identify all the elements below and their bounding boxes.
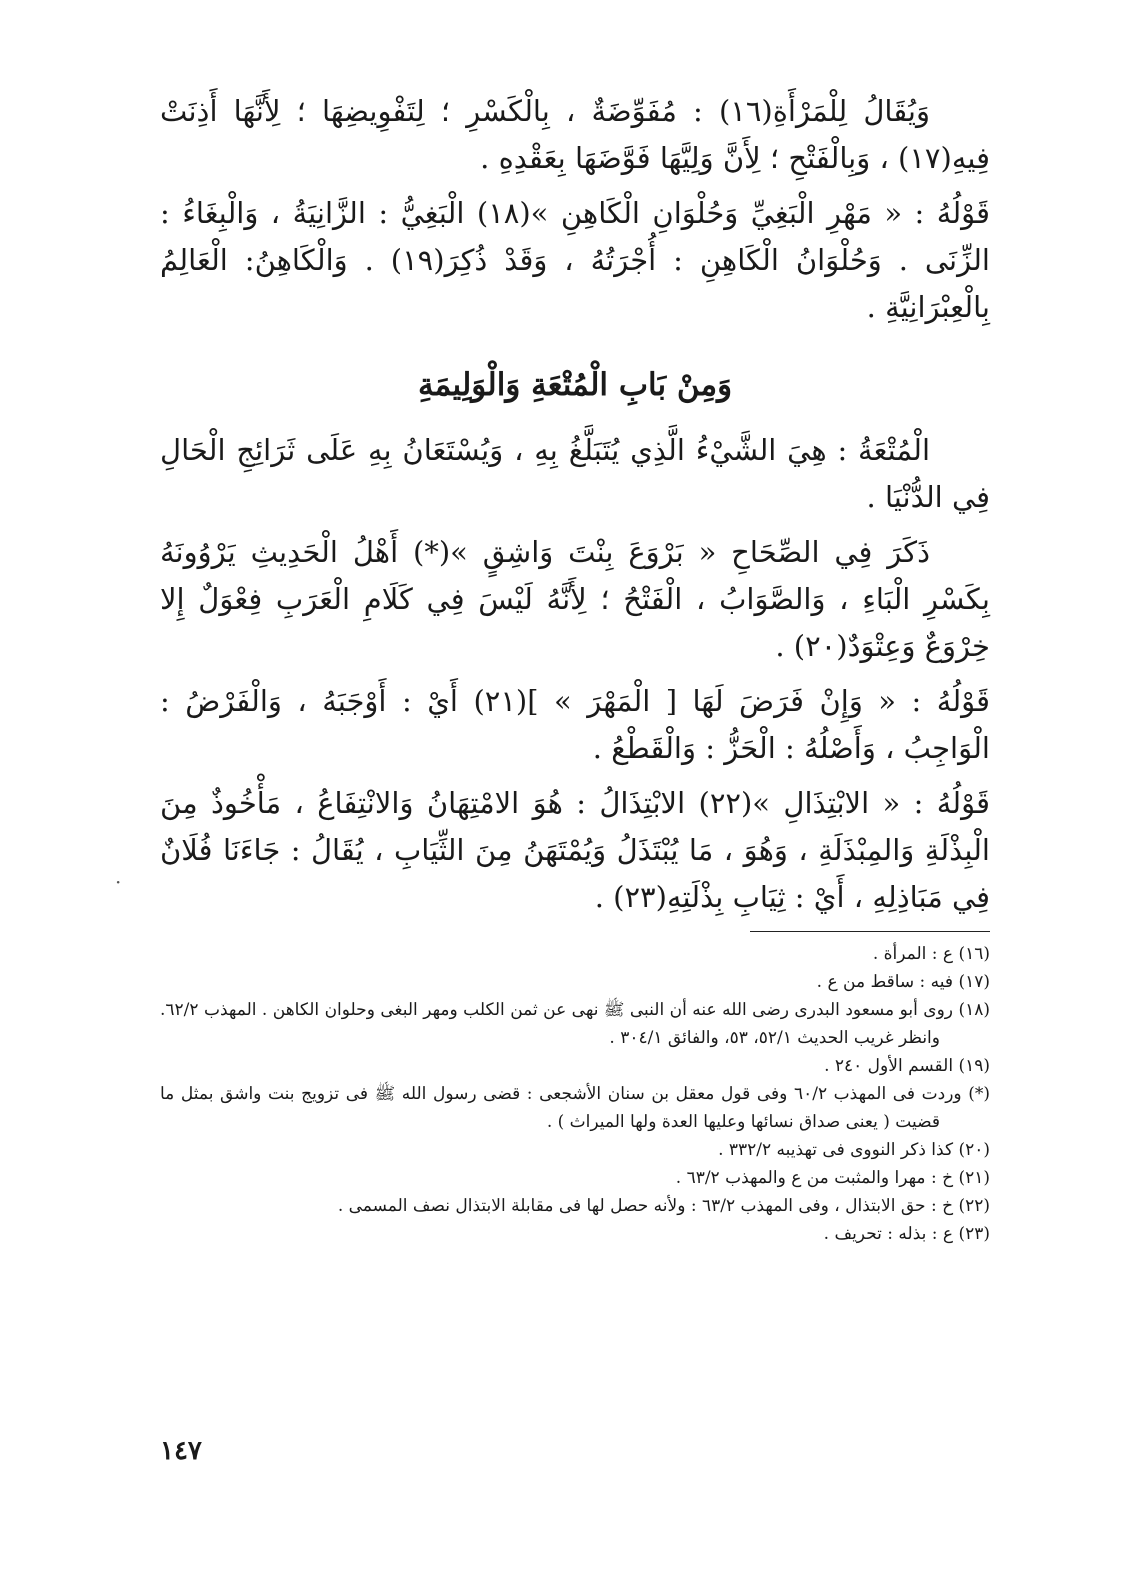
footnote: (١٨) روى أبو مسعود البدرى رضى الله عنه أن النبى ﷺ نهى عن ثمن الكلب ومهر البغى وحلوان الكاهن . المهذب ٦٢/٢. وانظر غريب الحديث ٥٢/١، ٥٣، والفائق ٣٠٤/١ . bbox=[160, 1000, 990, 1048]
footnote: (*) وردت فى المهذب ٦٠/٢ وفى قول معقل بن سنان الأشجعى : قضى رسول الله ﷺ فى تزويج بنت واشق بمثل ما قضيت ( يعنى صداق نسائها وعليها العدة ولها الميراث ) . bbox=[160, 1084, 990, 1132]
section-title: وَمِنْ بَابِ الْمُتْعَةِ وَالْوَلِيمَةِ bbox=[417, 367, 733, 403]
body-paragraph: قَوْلُهُ : « وَإِنْ فَرَضَ لَهَا [ الْمَهْرَ » ](٢١) أَيْ : أَوْجَبَهُ ، وَالْفَرْضُ : الْوَاجِبُ ، وَأَصْلُهُ : الْحَزُّ : وَالْقَطْعُ . bbox=[160, 684, 990, 765]
footnote: (١٧) فيه : ساقط من ع . bbox=[816, 972, 990, 992]
body-paragraph: قَوْلُهُ : « مَهْرِ الْبَغِيِّ وَحُلْوَانِ الْكَاهِنِ »(١٨) الْبَغِيُّ : الزَّانِيَةُ ، وَالْبِغَاءُ : الزِّنَى . وَحُلْوَانُ الْكَاهِنِ : أُجْرَتُهُ ، وَقَدْ ذُكِرَ(١٩) . وَالْكَاهِنُ: الْعَالِمُ بِالْعِبْرَانِيَّةِ . bbox=[160, 196, 991, 324]
body-paragraph: وَيُقَالُ لِلْمَرْأَةِ(١٦) : مُفَوِّضَةٌ ، بِالْكَسْرِ ؛ لِتَفْوِيضِهَا ؛ لِأَنَّهَا أَذِنَتْ فِيهِ(١٧) ، وَبِالْفَتْحِ ؛ لِأَنَّ وَلِيَّهَا فَوَّضَهَا بِعَقْدِهِ . bbox=[160, 94, 990, 175]
footnote: (١٩) القسم الأول ٢٤٠ . bbox=[824, 1056, 990, 1076]
page-content bbox=[160, 88, 990, 1248]
footnote: (٢٢) خ : حق الابتذال ، وفى المهذب ٦٣/٢ : ولأنه حصل لها فى مقابلة الابتذال نصف المسمى . bbox=[337, 1196, 990, 1216]
body-paragraph: الْمُتْعَةُ : هِيَ الشَّيْءُ الَّذِي يُتَبَلَّغُ بِهِ ، وَيُسْتَعَانُ بِهِ عَلَى ثَرَائِجِ الْحَالِ فِي الدُّنْيَا . bbox=[160, 433, 990, 514]
footnote: (٢١) خ : مهرا والمثبت من ع والمهذب ٦٣/٢ . bbox=[675, 1168, 990, 1188]
scan-mark: · bbox=[115, 870, 122, 894]
footnotes bbox=[160, 940, 990, 1248]
footnote: (٢٣) ع : بذله : تحريف . bbox=[823, 1224, 990, 1244]
footnote: (٢٠) كذا ذكر النووى فى تهذيبه ٣٣٢/٢ . bbox=[718, 1140, 990, 1160]
body-paragraph: ذَكَرَ فِي الصِّحَاحِ « بَرْوَعَ بِنْتَ وَاشِقٍ »(*) أَهْلُ الْحَدِيثِ يَرْوُونَهُ بِكَسْرِ الْبَاءِ ، وَالصَّوَابُ ، الْفَتْحُ ؛ لِأَنَّهُ لَيْسَ فِي كَلَامِ الْعَرَبِ فِعْوَلٌ إِلا خِرْوَعٌ وَعِتْوَدٌ(٢٠) . bbox=[160, 535, 990, 663]
footnote-separator bbox=[750, 931, 990, 932]
body-paragraph: قَوْلُهُ : « الابْتِذَالِ »(٢٢) الابْتِذَالُ : هُوَ الامْتِهَانُ وَالانْتِفَاعُ ، مَأْخُوذٌ مِنَ الْبِذْلَةِ وَالمِبْذَلَةِ ، وَهُوَ ، مَا يُبْتَذَلُ وَيُمْتَهَنُ مِنَ الثِّيَابِ ، يُقَالُ : جَاءَنَا فُلَانٌ فِي مَبَاذِلِهِ ، أَيْ : ثِيَابِ بِذْلَتِهِ(٢٣) . bbox=[160, 786, 990, 914]
page-number: ١٤٧ bbox=[160, 1436, 202, 1466]
footnote: (١٦) ع : المرأة . bbox=[872, 944, 990, 964]
